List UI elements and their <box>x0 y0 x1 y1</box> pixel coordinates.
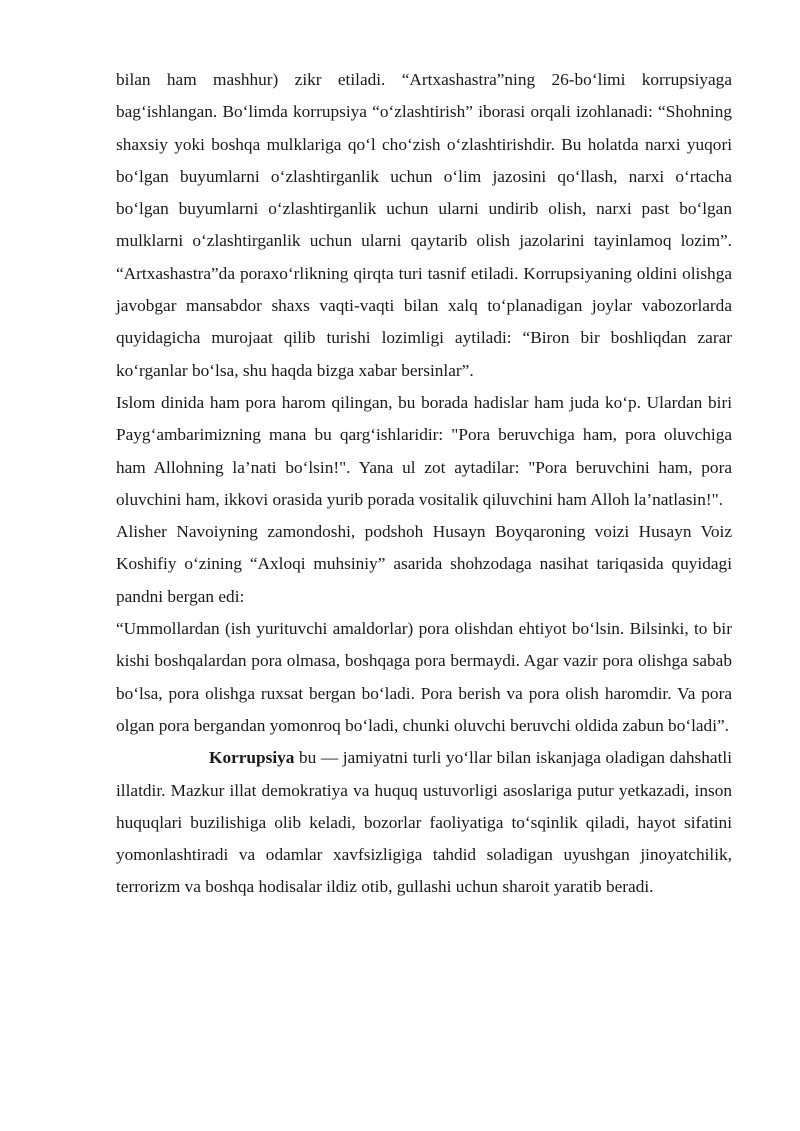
paragraph-definition <box>116 742 732 903</box>
paragraph-islam: Islom dinida ham pora harom qilingan, bu borada hadislar ham juda ko‘p. Ulardan biri Payg‘ambarimizning mana bu qarg‘ishlaridir: "Pora beruvchiga ham, pora oluvchiga ham Allohning la’nati bo‘lsin!". Yana ul zot aytadilar: "Pora beruvchini ham, pora oluvchini ham, ikkovi orasida yurib porada vositalik qiluvchini ham Alloh la’natlasin!". <box>116 392 732 509</box>
definition-text: bu — jamiyatni turli yo‘llar bilan iskanjaga oladigan dahshatli illatdir. Mazkur illat demokratiya va huquq ustuvorligi asoslariga putur yetkazadi, inson huquqlari buzilishiga olib keladi, bozorlar faoliyatiga to‘sqinlik qiladi, hayot sifatini yomonlashtiradi va odamlar xavfsizligiga tahdid soladigan uyushgan jinoyatchilik, terrorizm va boshqa hodisalar ildiz otib, gullashi uchun sharoit yaratib beradi. <box>116 748 732 897</box>
paragraph-koshifiy-quote: “Ummollardan (ish yurituvchi amaldorlar) pora olishdan ehtiyot bo‘lsin. Bilsinki, to bir kishi boshqalardan pora olmasa, boshqaga pora bermaydi. Agar vazir pora olishga sabab bo‘lsa, pora olishga ruxsat bergan bo‘ladi. Pora berish va pora olish haromdir. Va pora olgan pora bergandan yomonroq bo‘ladi, chunki oluvchi beruvchi oldida zabun bo‘ladi”. <box>116 619 732 735</box>
paragraph-koshifiy-intro: Alisher Navoiyning zamondoshi, podshoh Husayn Boyqaroning voizi Husayn Voiz Koshifiy o‘zining “Axloqi muhsiniy” asarida shohzodaga nasihat tariqasida quyidagi pandni bergan edi: <box>116 522 732 606</box>
definition-term: Korrupsiya <box>209 748 295 768</box>
document-page <box>116 64 732 904</box>
paragraph-artxashastra: bilan ham mashhur) zikr etiladi. “Artxashastra”ning 26-bo‘limi korrupsiyaga bag‘ishlangan. Bo‘limda korrupsiya “o‘zlashtirish” iborasi orqali izohlanadi: “Shohning shaxsiy yoki boshqa mulklariga qo‘l cho‘zish o‘zlashtirishdir. Bu holatda narxi yuqori bo‘lgan buyumlarni o‘zlashtirganlik uchun o‘lim jazosini qo‘llash, narxi o‘rtacha bo‘lgan buyumlarni o‘zlashtirganlik uchun ularni undirib olish, narxi past bo‘lgan mulklarni o‘zlashtirganlik uchun ularni qaytarib olish jazolarini tayinlamoq lozim”. “Artxashastra”da poraxo‘rlikning qirqta turi tasnif etiladi. Korrupsiyaning oldini olishga javobgar mansabdor shaxs vaqti-vaqti bilan xalq to‘planadigan joylar vabozorlarda quyidagicha murojaat qilib turishi lozimligi aytiladi: “Biron bir boshliqdan zarar ko‘rganlar bo‘lsa, shu haqda bizga xabar bersinlar”. <box>116 70 732 380</box>
